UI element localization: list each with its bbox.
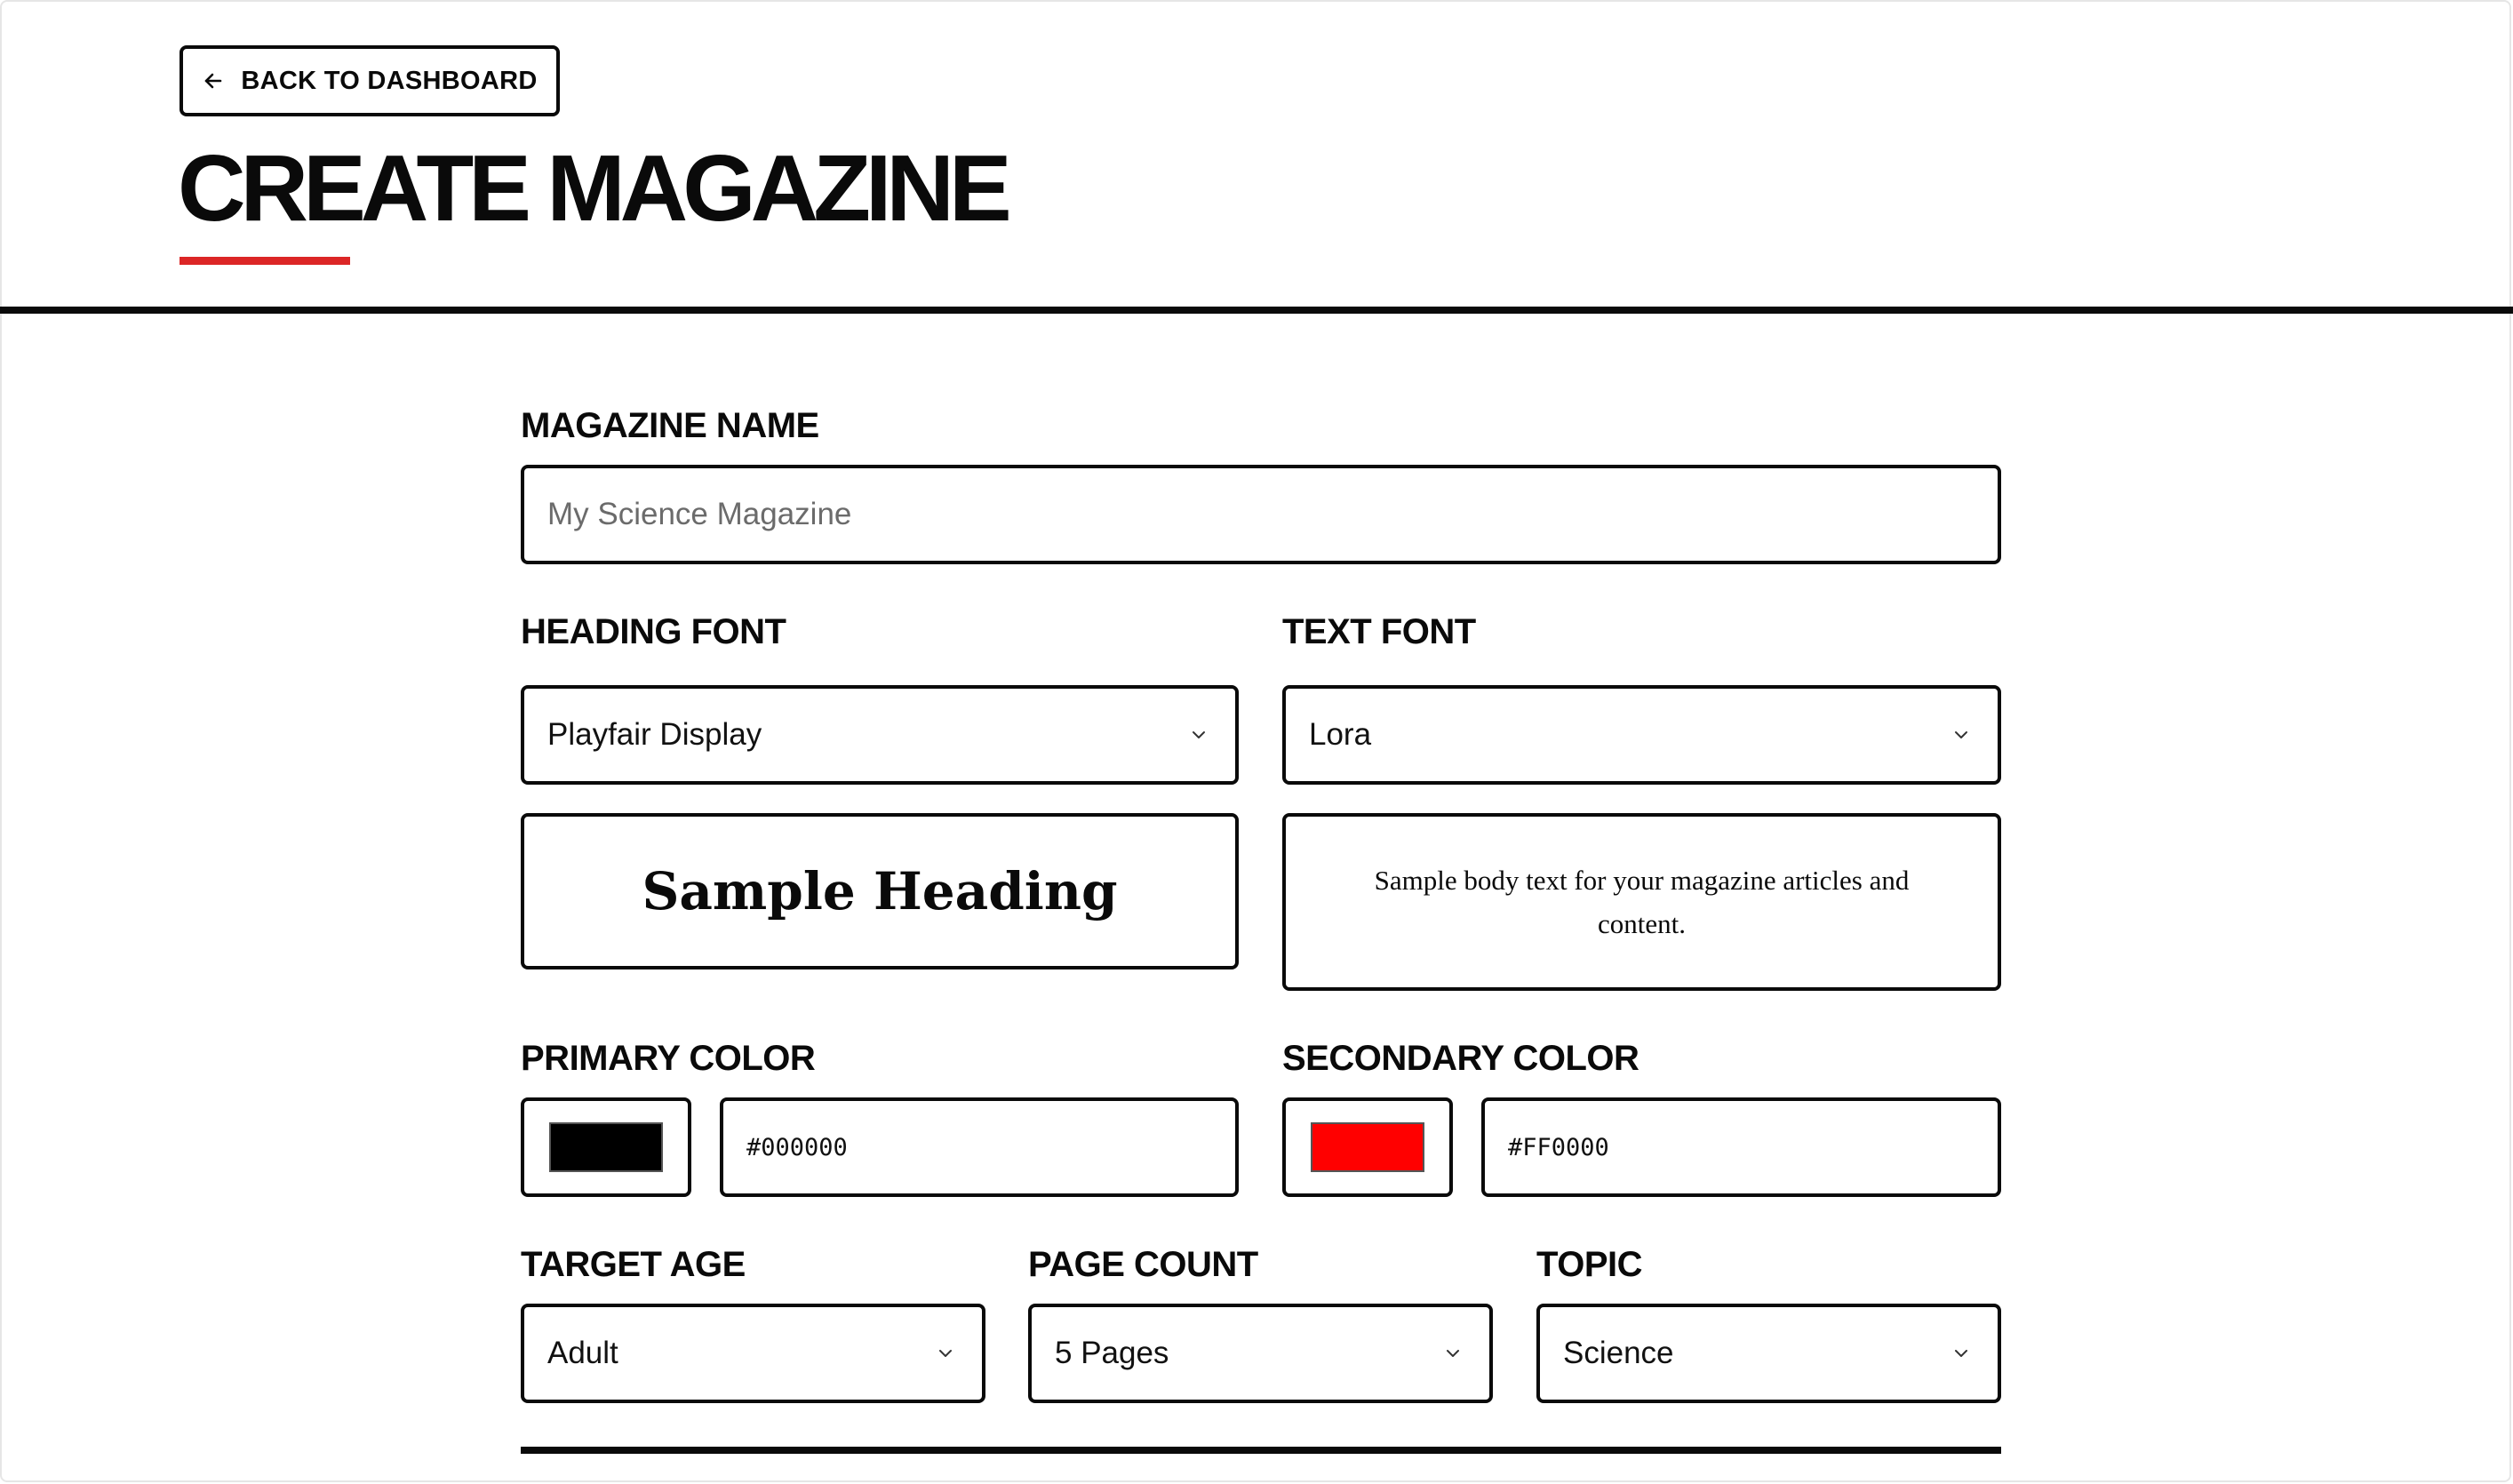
secondary-color-picker[interactable] <box>1282 1097 1453 1197</box>
title-accent-underline <box>180 257 350 265</box>
text-font-label: TEXT FONT <box>1282 612 1476 651</box>
secondary-color-hex-value: #FF0000 <box>1508 1133 1609 1161</box>
secondary-color-hex-input[interactable] <box>1481 1097 2001 1197</box>
arrow-left-icon <box>202 69 225 92</box>
magazine-name-label: MAGAZINE NAME <box>521 406 819 445</box>
chevron-down-icon <box>1951 1344 1971 1363</box>
heading-font-label: HEADING FONT <box>521 612 786 651</box>
text-font-value: Lora <box>1309 717 1372 752</box>
page-count-label: PAGE COUNT <box>1028 1245 1258 1284</box>
secondary-color-label: SECONDARY COLOR <box>1282 1039 1639 1078</box>
header-divider <box>0 307 2513 314</box>
heading-font-value: Playfair Display <box>547 717 762 752</box>
chevron-down-icon <box>936 1344 955 1363</box>
heading-font-preview <box>521 813 1239 969</box>
sample-heading-text: Sample Heading <box>642 861 1118 922</box>
chevron-down-icon <box>1189 725 1209 745</box>
page-title: CREATE MAGAZINE <box>178 136 1007 241</box>
form-section-divider <box>521 1447 2001 1454</box>
primary-color-label: PRIMARY COLOR <box>521 1039 816 1078</box>
target-age-select[interactable] <box>521 1304 985 1403</box>
target-age-value: Adult <box>547 1336 618 1370</box>
primary-color-hex-input[interactable] <box>720 1097 1239 1197</box>
primary-color-hex-value: #000000 <box>746 1133 848 1161</box>
magazine-name-input[interactable] <box>521 465 2001 564</box>
page-count-value: 5 Pages <box>1055 1336 1169 1370</box>
text-font-select[interactable] <box>1282 685 2001 785</box>
primary-color-picker[interactable] <box>521 1097 691 1197</box>
chevron-down-icon <box>1951 725 1971 745</box>
primary-color-swatch <box>549 1122 663 1172</box>
topic-label: TOPIC <box>1536 1245 1643 1284</box>
topic-value: Science <box>1563 1336 1674 1370</box>
magazine-name-placeholder: My Science Magazine <box>547 497 852 531</box>
chevron-down-icon <box>1443 1344 1463 1363</box>
sample-body-text: Sample body text for your magazine articles and content. <box>1374 865 1910 939</box>
page-count-select[interactable] <box>1028 1304 1493 1403</box>
back-button-label: BACK TO DASHBOARD <box>241 66 538 95</box>
back-to-dashboard-button[interactable] <box>180 45 560 116</box>
text-font-preview <box>1282 813 2001 991</box>
secondary-color-swatch <box>1311 1122 1424 1172</box>
target-age-label: TARGET AGE <box>521 1245 746 1284</box>
topic-select[interactable] <box>1536 1304 2001 1403</box>
heading-font-select[interactable] <box>521 685 1239 785</box>
